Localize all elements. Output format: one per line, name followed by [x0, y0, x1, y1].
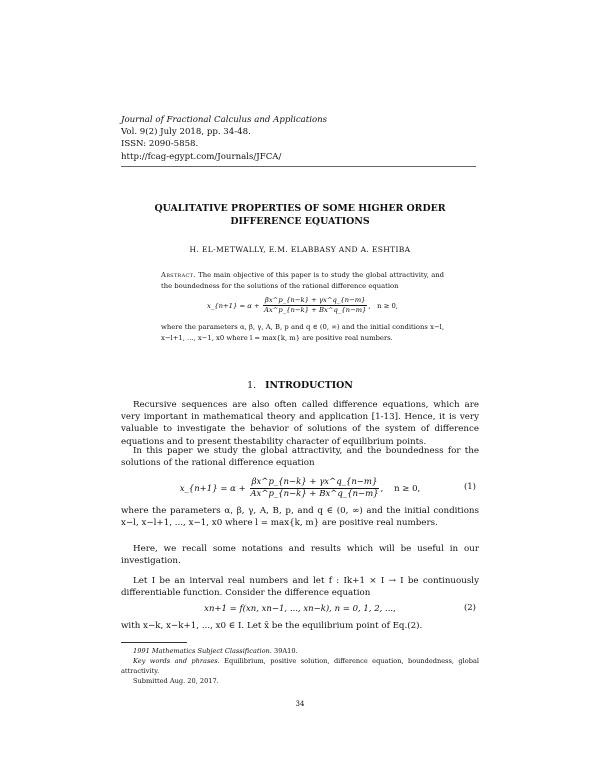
section-title: INTRODUCTION [265, 380, 353, 391]
journal-name: Journal of Fractional Calculus and Applications [121, 115, 328, 125]
journal-url[interactable]: http://fcag-egypt.com/Journals/JFCA/ [121, 151, 282, 162]
keywords-label: Key words and phrases. [133, 657, 220, 665]
journal-issn: ISSN: 2090-5858. [121, 139, 199, 150]
title-line-2: DIFFERENCE EQUATIONS [230, 216, 370, 227]
paper-title [121, 202, 479, 228]
journal-volume: Vol. 9(2) July 2018, pp. 34-48. [121, 127, 251, 138]
journal-header [121, 114, 327, 163]
abstract-equation: x_{n+1} = α + $\frac{\beta x\^{}p\_\{n-k\} + \gamma x\^{}q\_\{n-m\}}{Ax\^{}p\_\{n-k\} + Bx\^{}q\_\{n-m\}}$ , n ≥ 0, [207, 296, 398, 315]
eq2-body: xn+1 = f(xn, xn−1, ..., xn−k), n = 0, 1, 2, ..., [204, 604, 396, 614]
paragraph-1: Recursive sequences are also often called difference equations, which are very important in mathematical theory and application [1-13]. Hence, it is very valuable to investigate the behavior of solutions of the system of difference equations and to present thestability character of equilibrium points. [121, 400, 479, 447]
eq1-number: (1) [463, 482, 476, 492]
section-number: 1. [247, 380, 257, 391]
equation-1: x_{n+1} = α + $\frac{\beta x\^{}p\_\{n-k\} + \gamma x\^{}q\_\{n-m\}}{Ax\^{}p\_\{n-k\} + Bx\^{}q\_\{n-m\}}$ , n ≥ 0, (1) [179, 477, 476, 500]
page-number: 34 [295, 700, 305, 708]
abstract-label: Abstract. [161, 271, 196, 279]
abstract-eq-denominator: Ax^p_{n−k} + Bx^q_{n−m} [263, 306, 367, 315]
eq1-lhs: x_{n+1} = α + [179, 484, 246, 494]
paragraph-4: Here, we recall some notations and results which will be useful in our investigation. [121, 544, 479, 567]
footnote-keywords [121, 656, 479, 676]
msc-label: 1991 Mathematics Subject Classification. [133, 647, 272, 655]
paragraph-2: In this paper we study the global attractivity, and the boundedness for the solutions of the rational difference equation [121, 446, 479, 469]
authors: H. EL-METWALLY, E.M. ELABBASY AND A. ESHTIBA [189, 245, 411, 254]
footnote-msc [121, 646, 479, 656]
paragraph-3: where the parameters α, β, γ, A, B, p, and q ∈ (0, ∞) and the initial conditions x−l, x−l+1, ..., x−1, x0 where l = max{k, m} are positive real numbers. [121, 506, 479, 529]
msc-value: 39A10. [274, 647, 298, 655]
eq1-fraction [248, 478, 380, 499]
keywords-value: Equilibrium, positive solution, difference equation, boundedness, global attractivity. [121, 657, 479, 675]
footnote-rule [121, 642, 187, 643]
paragraph-6: with x−k, x−k+1, ..., x0 ∈ I. Let x̄ be the equilibrium point of Eq.(2). [121, 621, 423, 631]
footnotes [121, 646, 479, 686]
section-heading [121, 380, 479, 391]
abstract-intro [161, 270, 444, 291]
eq1-denominator: Ax^p_{n−k} + Bx^q_{n−m} [250, 489, 379, 500]
abstract-eq-numerator: βx^p_{n−k} + γx^q_{n−m} [264, 296, 366, 305]
footnote-submitted: Submitted Aug. 20, 2017. [133, 677, 219, 685]
abstract-params: where the parameters α, β, γ, A, B, p and q ∈ (0, ∞) and the initial conditions x−l, x−l+1, ..., x−1, x0 where l = max{k, m} are positive real numbers. [161, 323, 444, 342]
abstract-eq-fraction [262, 297, 368, 314]
abstract-text: The main objective of this paper is to study the global attractivity, and the boundedness for the solutions of the rational difference equation [161, 271, 444, 290]
header-rule [121, 166, 476, 167]
eq1-numerator: βx^p_{n−k} + γx^q_{n−m} [251, 477, 378, 488]
abstract-eq-lhs: x_{n+1} = α + [207, 302, 260, 310]
eq2-number: (2) [463, 603, 476, 613]
paragraph-5: Let I be an interval real numbers and let f : Ik+1 × I → I be continuously differentiable function. Consider the difference equation [121, 576, 479, 599]
equation-2 [121, 601, 479, 617]
title-line-1: QUALITATIVE PROPERTIES OF SOME HIGHER ORDER [154, 203, 446, 214]
abstract-eq-condition: n ≥ 0, [377, 302, 398, 310]
eq1-condition: n ≥ 0, [394, 484, 421, 494]
